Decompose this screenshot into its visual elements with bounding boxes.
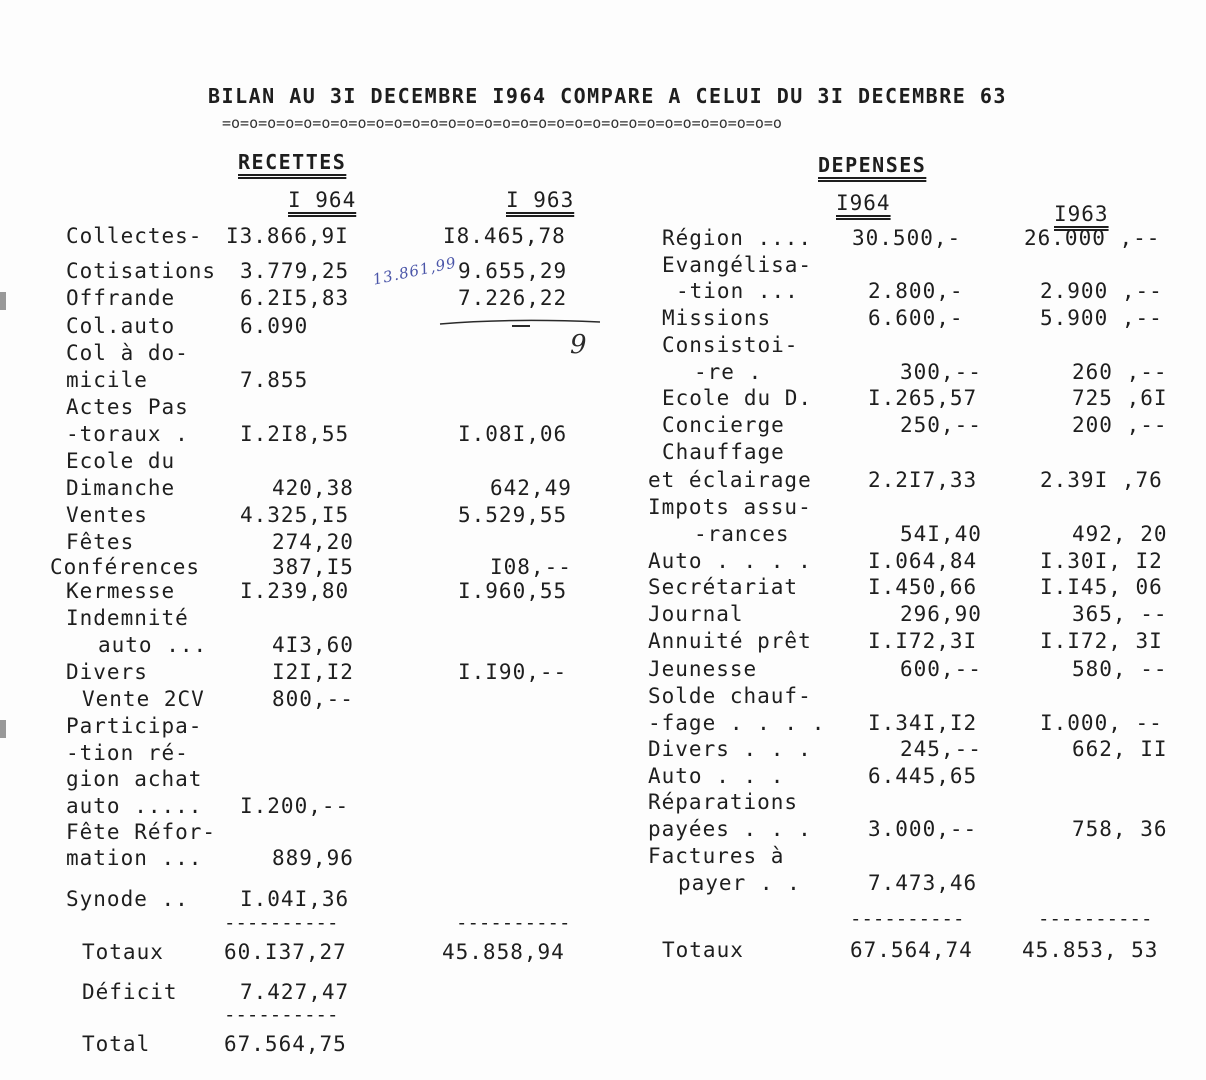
recettes-value-1964: 420,38 — [272, 476, 354, 500]
recettes-label: Fête Réfor- — [66, 820, 217, 844]
depenses-label: Région .... — [662, 226, 813, 250]
recettes-label: Col.auto — [66, 314, 176, 338]
depenses-label: Ecole du D. — [662, 386, 813, 410]
recettes-label: Vente 2CV — [82, 687, 205, 711]
depenses-value-1964: 245,-- — [900, 737, 982, 761]
depenses-label: Evangélisa- — [662, 253, 813, 277]
recettes-value-1963: I.I90,-- — [458, 660, 568, 684]
total-label: Total — [82, 1032, 151, 1056]
depenses-label: Factures à — [648, 844, 785, 868]
recettes-label: Ecole du — [66, 449, 176, 473]
depenses-totaux-1964: 67.564,74 — [850, 938, 973, 962]
recettes-label: Conférences — [50, 555, 201, 579]
recettes-value-1964: I3.866,9I — [226, 224, 349, 248]
recettes-col-1963: I 963 — [506, 188, 575, 212]
depenses-label: Secrétariat — [648, 575, 799, 599]
depenses-label: -rances — [694, 522, 790, 546]
recettes-value-1964: 800,-- — [272, 687, 354, 711]
sum-rule: ---------- — [224, 1004, 339, 1026]
recettes-value-1964: 274,20 — [272, 530, 354, 554]
recettes-totaux-1963: 45.858,94 — [442, 940, 565, 964]
recettes-label: Fêtes — [66, 530, 135, 554]
recettes-totaux-1964: 60.I37,27 — [224, 940, 347, 964]
title-rule: =o=o=o=o=o=o=o=o=o=o=o=o=o=o=o=o=o=o=o=o=o=o=o=o=o=o=o=o=o=o=o — [222, 114, 782, 132]
recettes-value-1964: 7.855 — [240, 368, 309, 392]
depenses-value-1963: 725 ,6I — [1072, 386, 1168, 410]
depenses-label: -tion ... — [676, 279, 799, 303]
depenses-value-1964: I.I72,3I — [868, 629, 978, 653]
sum-rule: ---------- — [850, 908, 965, 930]
depenses-value-1963: 580, -- — [1072, 657, 1168, 681]
recettes-value-1964: I.239,80 — [240, 579, 350, 603]
recettes-value-1964: 3.779,25 — [240, 259, 350, 283]
depenses-value-1964: I.34I,I2 — [868, 711, 978, 735]
handwritten-cotisations-note: 13.861,99 — [371, 253, 459, 289]
recettes-label: Cotisations — [66, 259, 217, 283]
depenses-label: Concierge — [662, 413, 785, 437]
depenses-label: payer . . — [678, 871, 801, 895]
recettes-value-1964: I.04I,36 — [240, 887, 350, 911]
depenses-value-1964: 296,90 — [900, 602, 982, 626]
recettes-value-1963: I.960,55 — [458, 579, 568, 603]
depenses-value-1963: I.000, -- — [1040, 711, 1163, 735]
depenses-label: Réparations — [648, 790, 799, 814]
depenses-label: Jeunesse — [648, 657, 758, 681]
total-value: 67.564,75 — [224, 1032, 347, 1056]
recettes-value-1963: 9.655,29 — [458, 259, 568, 283]
recettes-value-1964: I2I,I2 — [272, 660, 354, 684]
depenses-value-1964: 2.2I7,33 — [868, 468, 978, 492]
handwritten-strike-line — [430, 312, 610, 332]
recettes-value-1964: 387,I5 — [272, 555, 354, 579]
recettes-totaux-label: Totaux — [82, 940, 164, 964]
depenses-label: Journal — [648, 602, 744, 626]
recettes-value-1964: I.2I8,55 — [240, 422, 350, 446]
depenses-value-1963: I.I72, 3I — [1040, 629, 1163, 653]
depenses-value-1963: 758, 36 — [1072, 817, 1168, 841]
recettes-value-1963: I8.465,78 — [443, 224, 566, 248]
depenses-value-1964: 250,-- — [900, 413, 982, 437]
depenses-value-1964: 6.600,- — [868, 306, 964, 330]
recettes-value-1963: 7.226,22 — [458, 286, 568, 310]
page-title: BILAN AU 3I DECEMBRE I964 COMPARE A CELUI DU 3I DECEMBRE 63 — [208, 84, 1007, 108]
depenses-value-1963: 260 ,-- — [1072, 360, 1168, 384]
depenses-heading: DEPENSES — [818, 153, 927, 177]
recettes-label: micile — [66, 368, 148, 392]
recettes-label: auto ... — [98, 633, 208, 657]
recettes-value-1963: I.08I,06 — [458, 422, 568, 446]
depenses-value-1964: I.265,57 — [868, 386, 978, 410]
depenses-value-1963: 492, 20 — [1072, 522, 1168, 546]
depenses-value-1964: 7.473,46 — [868, 871, 978, 895]
scan-edge-mark — [0, 720, 6, 738]
depenses-label: Divers . . . — [648, 737, 812, 761]
depenses-value-1964: 600,-- — [900, 657, 982, 681]
scan-edge-mark — [0, 292, 6, 310]
depenses-label: Auto . . . — [648, 764, 785, 788]
depenses-label: Missions — [662, 306, 772, 330]
recettes-label: gion achat — [66, 767, 203, 791]
depenses-label: Annuité prêt — [648, 629, 812, 653]
deficit-label: Déficit — [82, 980, 178, 1004]
depenses-value-1963: 2.900 ,-- — [1040, 279, 1163, 303]
recettes-label: Ventes — [66, 503, 148, 527]
depenses-label: Auto . . . . — [648, 549, 812, 573]
depenses-value-1964: 3.000,-- — [868, 817, 978, 841]
recettes-label: Participa- — [66, 714, 203, 738]
depenses-value-1964: 30.500,- — [852, 226, 962, 250]
depenses-value-1963: 5.900 ,-- — [1040, 306, 1163, 330]
recettes-value-1963: 642,49 — [490, 476, 572, 500]
recettes-label: Offrande — [66, 286, 176, 310]
depenses-col-1964: I964 — [836, 191, 891, 215]
recettes-value-1964: I.200,-- — [240, 794, 350, 818]
depenses-value-1963: 200 ,-- — [1072, 413, 1168, 437]
depenses-totaux-label: Totaux — [662, 938, 744, 962]
depenses-value-1963: I.30I, I2 — [1040, 549, 1163, 573]
depenses-value-1964: 300,-- — [900, 360, 982, 384]
depenses-label: Chauffage — [662, 440, 785, 464]
depenses-value-1964: 54I,40 — [900, 522, 982, 546]
depenses-label: payées . . . — [648, 817, 812, 841]
recettes-label: Synode .. — [66, 887, 189, 911]
depenses-label: -re . — [694, 360, 763, 384]
depenses-value-1963: 26.000 ,-- — [1024, 226, 1161, 250]
recettes-value-1964: 4.325,I5 — [240, 503, 350, 527]
recettes-col-1964: I 964 — [288, 188, 357, 212]
handwritten-correction-mark: 9 — [570, 330, 588, 360]
depenses-label: -fage . . . . — [648, 711, 826, 735]
recettes-label: Dimanche — [66, 476, 176, 500]
depenses-label: et éclairage — [648, 468, 812, 492]
depenses-label: Consistoi- — [662, 333, 799, 357]
depenses-label: Impots assu- — [648, 495, 812, 519]
depenses-value-1964: I.450,66 — [868, 575, 978, 599]
sum-rule: ---------- — [224, 912, 339, 934]
deficit-value: 7.427,47 — [240, 980, 350, 1004]
recettes-value-1964: 4I3,60 — [272, 633, 354, 657]
sum-rule: ---------- — [456, 912, 571, 934]
recettes-label: Actes Pas — [66, 395, 189, 419]
depenses-value-1964: 6.445,65 — [868, 764, 978, 788]
recettes-value-1964: 6.2I5,83 — [240, 286, 350, 310]
depenses-value-1963: I.I45, 06 — [1040, 575, 1163, 599]
depenses-totaux-1963: 45.853, 53 — [1022, 938, 1159, 962]
depenses-value-1963: 662, II — [1072, 737, 1168, 761]
recettes-heading: RECETTES — [238, 150, 347, 174]
recettes-label: Indemnité — [66, 606, 189, 630]
depenses-value-1964: I.064,84 — [868, 549, 978, 573]
recettes-label: mation ... — [66, 846, 203, 870]
recettes-label: Collectes- — [66, 224, 203, 248]
recettes-label: -tion ré- — [66, 741, 189, 765]
recettes-label: -toraux . — [66, 422, 189, 446]
depenses-value-1964: 2.800,- — [868, 279, 964, 303]
sum-rule: ---------- — [1038, 908, 1153, 930]
depenses-col-1963: I963 — [1054, 202, 1109, 226]
depenses-value-1963: 365, -- — [1072, 602, 1168, 626]
recettes-label: Kermesse — [66, 579, 176, 603]
recettes-label: auto ..... — [66, 794, 203, 818]
recettes-label: Col à do- — [66, 341, 189, 365]
recettes-value-1964: 889,96 — [272, 846, 354, 870]
recettes-value-1964: 6.090 — [240, 314, 309, 338]
depenses-label: Solde chauf- — [648, 684, 812, 708]
recettes-value-1963: 5.529,55 — [458, 503, 568, 527]
depenses-value-1963: 2.39I ,76 — [1040, 468, 1163, 492]
recettes-label: Divers — [66, 660, 148, 684]
recettes-value-1963: I08,-- — [490, 555, 572, 579]
